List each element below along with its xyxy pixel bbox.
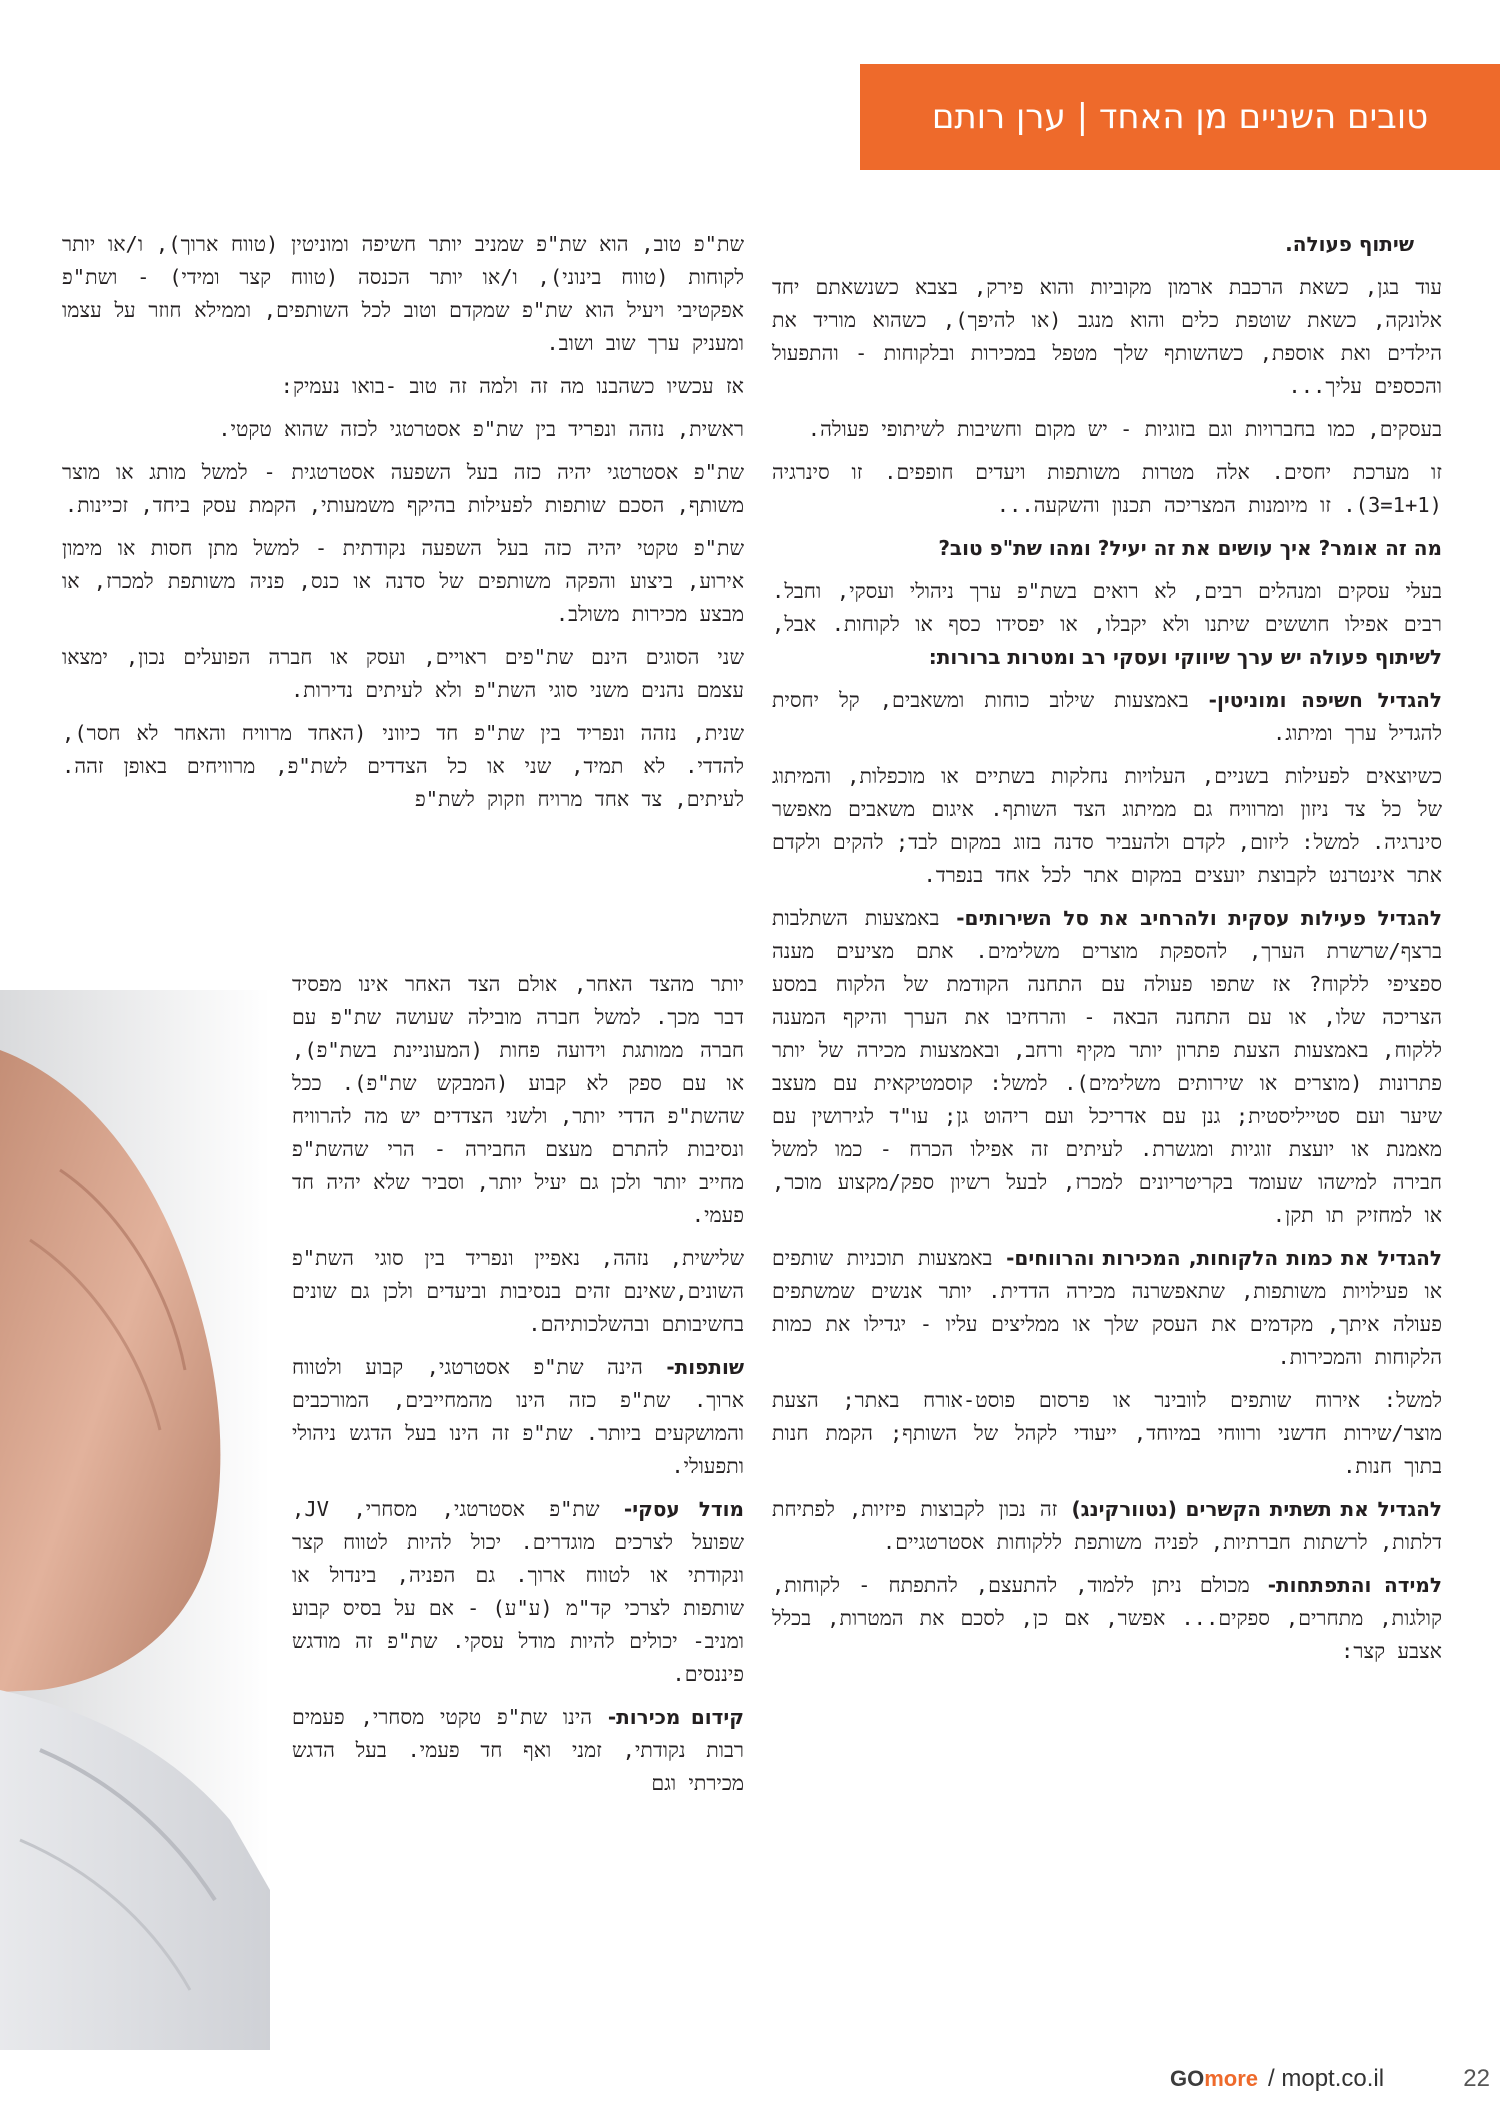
goal-customers-sales: להגדיל את כמות הלקוחות, המכירות והרווחים- באמצעות תוכניות שותפים או פעילויות משותפות, שתאפשרנה מכירה הדדית. יותר אנשים שמשתפים פעולה איתך, מקדמים את העסק שלך או ממליצים עליו - יגדילו את כמות הלקוחות והמכירות.: [772, 1246, 1443, 1369]
article-title: טובים השניים מן האחד | ערן רותם: [931, 97, 1429, 137]
type-partnership: שותפות- הינה שת"פ אסטרטגי, קבוע ולטווח ארוך. שת"פ כזה הינו מהמחייבים, המורכבים והמושקעים ביותר. שת"פ זה הינו בעל הדגש ניהולי ותפעולי.: [292, 1355, 744, 1478]
goal-business-activity: להגדיל פעילות עסקית ולהרחיב את סל השירותים- באמצעות השתלבות ברצף/שרשרת הערך, להספקת מוצרים משלימים. אתם מציעים מענה ספציפי ללקוח? אז שתפו פעולה עם התחנה הקודמת של הלקוח במסע הצריכה שלו, או עם התחנה הבאה - והרחיבו את הערך והיקף המענה ללקוח, באמצעות הצעת פתרון יותר מקיף ורחב, ובאמצעות מכירה של יותר פתרונות (מוצרים או שירותים משלימים). למשל: קוסמטיקאית עם מעצב שיער ועם סטייליסטית; גנן עם אדריכל ועם ריהוט גן; עו"ד לגירושין עם מאמנת או יועצת זוגיות ומגשרת. לעיתים זה אפילו הכרח - כמו למשל חבירה למישהו שעומד בקריטריונים למכרז, לבעל רשיון ספק/מקצוע מוכר, או למחזיק תו תקן.: [772, 906, 1443, 1227]
paragraph: יותר מהצד האחר, אולם הצד האחר אינו מפסיד דבר מכך. למשל חברה מובילה שעושה שת"פ עם חברה ממותגת וידועה פחות (המעוניינת בשת"פ), או עם ספק לא קבוע (המבקש שת"פ). ככל שהשת"פ הדדי יותר, ולשני הצדדים יש מה להרוויח ונסיבות להתרם מעצם החבירה - הרי שהשת"פ מחייב יותר ולכן גם יעיל יותר, וסביר שלא יהיה חד פעמי.: [292, 972, 744, 1227]
paragraph: למשל: אירוח שותפים לוובינר או פרסום פוסט-אורח באתר; הצעת מוצר/שירות חדשני ורווחי במיוחד, ייעודי לקהל של השותף; הקמת חנות בתוך חנות.: [772, 1388, 1442, 1478]
paragraph: זו מערכת יחסים. אלה מטרות משותפות ויעדים חופפים. זו סינרגיה (1+1=3). זו מיומנות המצריכה תכנון והשקעה...: [772, 460, 1442, 517]
paragraph: ראשית, נזהה ונפריד בין שת"פ אסטרטגי לכזה שהוא טקטי.: [218, 417, 744, 441]
article-header-banner: [860, 64, 1500, 170]
site-url: / mopt.co.il: [1268, 2065, 1385, 2092]
type-sales-promotion: קידום מכירות- הינו שת"פ טקטי מסחרי, פעמים רבות נקודתי, זמני ואף חד פעמי. בעל הדגש מכירתי וגם: [292, 1705, 744, 1795]
handshake-illustration: [0, 990, 270, 2050]
type-business-model: מודל עסקי- שת"פ אסטרטגי, מסחרי, JV, שפועל לצרכים מוגדרים. יכול להיות לטווח קצר ונקודתי או לטווח ארוך. גם הפניה, בינדול או שותפות לצרכי קד"מ (ע"ע) - אם על בסיס קבוע ומניב- יכולים להיות מודל עסקי. שת"פ זה מודגש פיננסים.: [292, 1497, 745, 1686]
paragraph: אז עכשיו כשהבנו מה זה ולמה זה טוב -בואו נעמיק:: [280, 374, 744, 398]
paragraph: שנית, נזהה ונפריד בין שת"פ חד כיווני (האחד מרוויח והאחר לא חסר), להדדי. לא תמיד, שני או כל הצדדים לשת"פ, מרוויחים באופן זהה. לעיתים, צד אחד מרויח וזקוק לשת"פ: [62, 721, 744, 811]
left-text-column-bottom: [292, 968, 744, 1810]
paragraph: בעסקים, כמו בחברויות וגם בזוגיות - יש מקום וחשיבות לשיתופי פעולה.: [807, 417, 1442, 441]
paragraph: שלישית, נזהה, נאפיין ונפריד בין סוגי השת"פ השונים,שאינם זהים בנסיבות וביעדים ולכן גם שונים בחשיבותם ובהשלכותיהם.: [292, 1246, 744, 1336]
section-heading: שיתוף פעולה.: [1285, 232, 1414, 256]
left-text-column-top: [62, 228, 744, 826]
goal-exposure: להגדיל חשיפה ומוניטין- באמצעות שילוב כוחות ומשאבים, קל יחסית להגדיל ערך ומיתוג.: [772, 688, 1442, 745]
paragraph: עוד בגן, כשאת הרכבת ארמון מקוביות והוא פירק, בצבא כשנשאתם יחד אלונקה, כשאת שוטפת כלים והוא מנגב (או להיפך), כשהוא מוריד את הילדים ואת אוספת, כשהשותף שלך מטפל במכירות ובלקוחות - והתפעול והכספים עליך...: [772, 275, 1442, 398]
handshake-photo: [0, 990, 270, 2050]
paragraph: שני הסוגים הינם שת"פים ראויים, ועסק או חברה הפועלים נכון, ימצאו עצמם נהנים משני סוגי השת"פ ולא לעיתים נדירות.: [62, 645, 744, 702]
question-heading: מה זה אומר? איך עושים את זה יעיל? ומהו שת"פ טוב?: [938, 536, 1442, 560]
page-footer: [1170, 2059, 1490, 2099]
goal-learning: למידה והתפתחות- מכולם ניתן ללמוד, להתעצם, להתפתח - לקוחות, קולגות, מתחרים, ספקים... אפשר, אם כן, לסכם את המטרות, בכלל אצבע קצר:: [772, 1573, 1443, 1663]
gomore-logo: GOmore: [1170, 2066, 1259, 2091]
paragraph: שת"פ טקטי יהיה כזה בעל השפעה נקודתית - למשל מתן חסות או מימון אירוע, ביצוע והפקה משותפים של סדנה או כנס, פניה משותפת למכרז, או מבצע מכירות משולב.: [62, 536, 744, 626]
paragraph: שת"פ טוב, הוא שת"פ שמניב יותר חשיפה ומוניטין (טווח ארוך), ו/או יותר לקוחות (טווח בינוני), ו/או יותר הכנסה (טווח קצר ומידי) - ושת"פ אפקטיבי ויעיל הוא שת"פ שמקדם וטוב לכל השותפים, וממילא חוזר על עצמו ומעניק ערך שוב ושוב.: [62, 232, 744, 355]
paragraph: שת"פ אסטרטגי יהיה כזה בעל השפעה אסטרטגית - למשל מותג או מוצר משותף, הסכם שותפות לפעילות בהיקף משמעותי, הקמת עסק ביחד, זכיינות.: [62, 460, 744, 517]
paragraph: בעלי עסקים ומנהלים רבים, לא רואים בשת"פ ערך ניהולי ועסקי, וחבל. רבים אפילו חוששים שיתנו ולא יקבלו, או יפסידו כסף או לקוחות. אבל, לשיתוף פעולה יש ערך שיווקי ועסקי רב ומטרות ברורות:: [772, 579, 1442, 669]
right-text-column: [772, 228, 1442, 1678]
goal-networking: להגדיל את תשתית הקשרים (נטוורקינג) זה נכון לקבוצות פיזיות, לפתיחת דלתות, לרשתות חברתיות, לפניה משותפת ללקוחות אסטרטגיים.: [772, 1497, 1443, 1554]
paragraph: כשיוצאים לפעילות בשניים, העלויות נחלקות בשתיים או מוכפלות, והמיתוג של כל צד ניזון ומרוויח גם ממיתוג הצד השותף. איגום משאבים מאפשר סינרגיה. למשל: ליזום, לקדם ולהעביר סדנה בזוג במקום לבד; להקים ולקדם אתר אינטרנט לקבוצת יועצים במקום אתר לכל אחד בנפרד.: [772, 764, 1442, 887]
page-number: 22: [1463, 2065, 1490, 2092]
